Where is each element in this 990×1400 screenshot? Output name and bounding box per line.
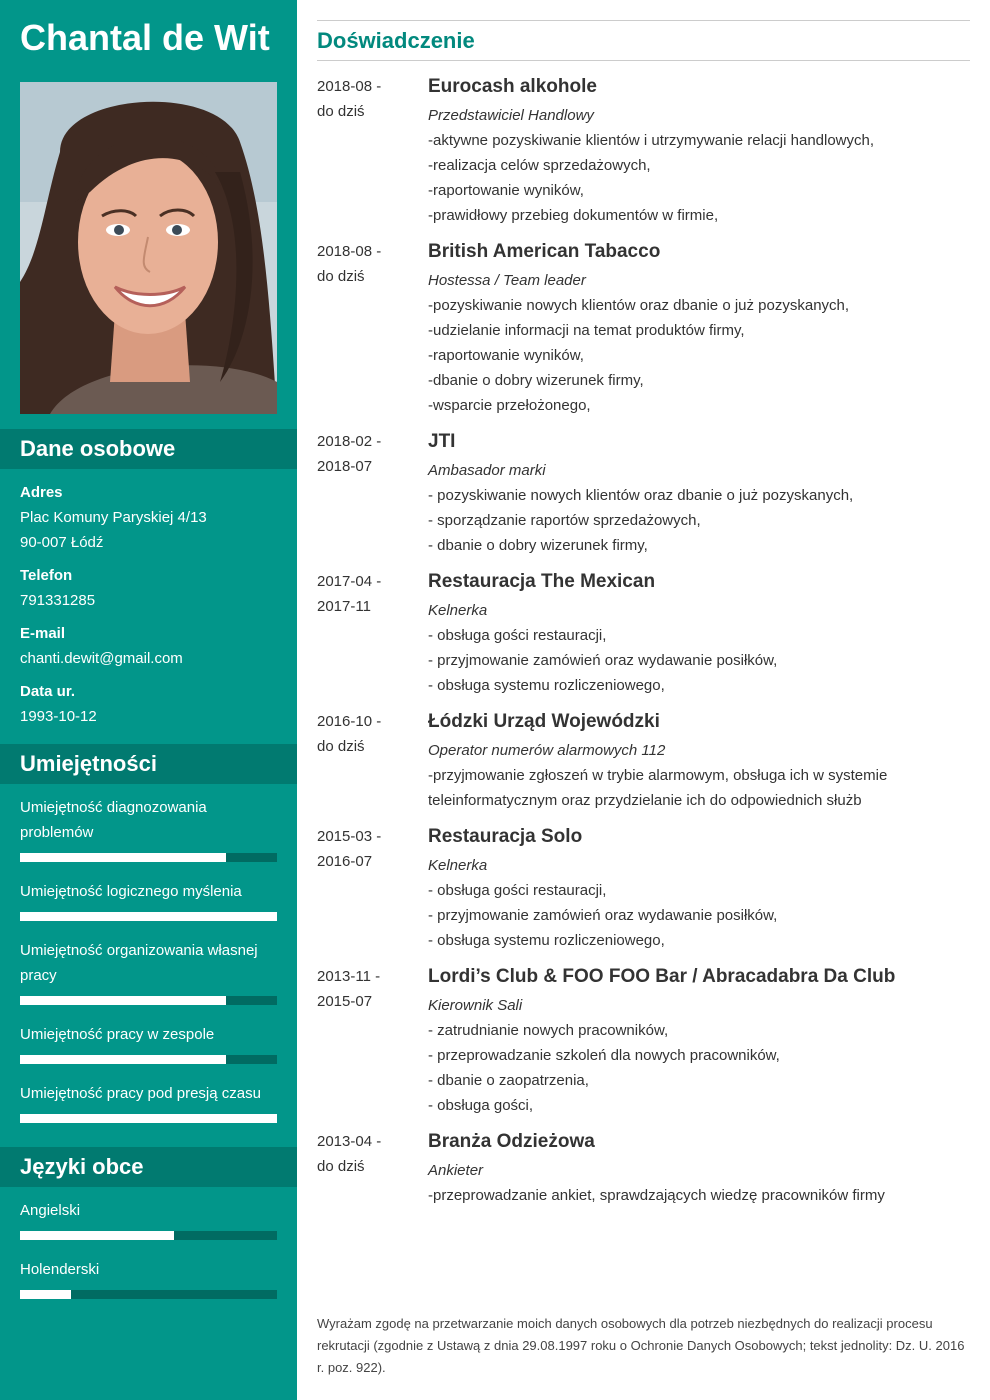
language-bar-fill bbox=[20, 1290, 71, 1299]
job-date-start: 2018-08 - bbox=[317, 78, 382, 95]
job-date-end: do dziś bbox=[317, 738, 365, 755]
skill-label: Umiejętność logicznego myślenia bbox=[20, 883, 242, 900]
job-date-start: 2017-04 - bbox=[317, 573, 382, 590]
job-duty: -raportowanie wyników, bbox=[428, 182, 584, 199]
job-duty: -dbanie o dobry wizerunek firmy, bbox=[428, 372, 644, 389]
skill-bar-fill bbox=[20, 853, 226, 862]
skill-bar-fill bbox=[20, 1114, 277, 1123]
job-duty: - sporządzanie raportów sprzedażowych, bbox=[428, 512, 701, 529]
skill-bar bbox=[20, 912, 277, 921]
job-company: Restauracja Solo bbox=[428, 826, 583, 847]
portrait-image bbox=[20, 82, 277, 414]
job-dates bbox=[317, 429, 417, 479]
skill-bar bbox=[20, 996, 277, 1005]
job-duty: - obsługa systemu rozliczeniowego, bbox=[428, 677, 665, 694]
job-date-start: 2013-11 - bbox=[317, 968, 381, 985]
job-dates bbox=[317, 1129, 417, 1179]
candidate-name: Chantal de Wit bbox=[20, 17, 270, 58]
languages-heading: Języki obce bbox=[0, 1147, 297, 1187]
language-bar-fill bbox=[20, 1231, 174, 1240]
phone-value: 791331285 bbox=[20, 592, 96, 609]
job-dates bbox=[317, 709, 417, 759]
skill-label: Umiejętność diagnozowania problemów bbox=[20, 799, 207, 841]
job-company: Eurocash alkohole bbox=[428, 76, 597, 97]
skills-heading: Umiejętności bbox=[0, 744, 297, 784]
job-date-start: 2013-04 - bbox=[317, 1133, 382, 1150]
job-duty: -raportowanie wyników, bbox=[428, 347, 584, 364]
job-date-end: 2016-07 bbox=[317, 853, 373, 870]
job-dates bbox=[317, 569, 417, 619]
birth-date-value: 1993-10-12 bbox=[20, 708, 97, 725]
job-duty: - obsługa gości restauracji, bbox=[428, 882, 607, 899]
job-date-start: 2018-02 - bbox=[317, 433, 382, 450]
job-duty: -przyjmowanie zgłoszeń w trybie alarmowym, obsługa ich w systemie bbox=[428, 767, 888, 784]
job-role: Ankieter bbox=[428, 1162, 484, 1179]
job-duty: teleinformatycznym oraz przydzielanie ich do odpowiednich służb bbox=[428, 792, 862, 809]
skill-label: Umiejętność pracy pod presją czasu bbox=[20, 1085, 261, 1102]
gdpr-consent-clause: Wyrażam zgodę na przetwarzanie moich danych osobowych dla potrzeb niezbędnych do realizacji procesu rekrutacji (zgodnie z Ustawą z dnia 29.08.1997 roku o Ochronie Danych Osobowych; tekst jednolity: Dz. U. 2016 r. poz. 922). bbox=[317, 1316, 965, 1375]
address-line-2: 90-007 Łódź bbox=[20, 534, 104, 551]
job-duty: - dbanie o zaopatrzenia, bbox=[428, 1072, 589, 1089]
job-company: British American Tabacco bbox=[428, 241, 661, 262]
experience-heading: Doświadczenie bbox=[317, 20, 970, 61]
job-dates bbox=[317, 239, 417, 289]
job-company: Branża Odzieżowa bbox=[428, 1131, 595, 1152]
main-content bbox=[317, 0, 970, 1400]
job-duty: -wsparcie przełożonego, bbox=[428, 397, 591, 414]
language-label: Holenderski bbox=[20, 1261, 100, 1278]
job-duty: - przyjmowanie zamówień oraz wydawanie posiłków, bbox=[428, 652, 778, 669]
job-role: Kierownik Sali bbox=[428, 997, 523, 1014]
skill-label: Umiejętność organizowania własnej pracy bbox=[20, 942, 258, 984]
job-duty: - obsługa gości restauracji, bbox=[428, 627, 607, 644]
skill-bar-fill bbox=[20, 912, 277, 921]
job-duty: - obsługa gości, bbox=[428, 1097, 534, 1114]
address-line-1: Plac Komuny Paryskiej 4/13 bbox=[20, 509, 207, 526]
job-dates bbox=[317, 74, 417, 124]
job-duty: -pozyskiwanie nowych klientów oraz dbanie o już pozyskanych, bbox=[428, 297, 850, 314]
job-duty: - przeprowadzanie szkoleń dla nowych pracowników, bbox=[428, 1047, 780, 1064]
job-role: Hostessa / Team leader bbox=[428, 272, 586, 289]
job-role: Przedstawiciel Handlowy bbox=[428, 107, 594, 124]
profile-photo bbox=[20, 82, 277, 414]
job-role: Ambasador marki bbox=[428, 462, 546, 479]
birth-date-label: Data ur. bbox=[20, 683, 76, 700]
job-dates bbox=[317, 824, 417, 874]
job-duty: - przyjmowanie zamówień oraz wydawanie posiłków, bbox=[428, 907, 778, 924]
job-company: Restauracja The Mexican bbox=[428, 571, 656, 592]
phone-label: Telefon bbox=[20, 567, 73, 584]
job-duty: -realizacja celów sprzedażowych, bbox=[428, 157, 651, 174]
job-duty: -przeprowadzanie ankiet, sprawdzających wiedzę pracowników firmy bbox=[428, 1187, 885, 1204]
job-duty: -udzielanie informacji na temat produktów firmy, bbox=[428, 322, 745, 339]
language-label: Angielski bbox=[20, 1202, 81, 1219]
job-date-end: do dziś bbox=[317, 1158, 365, 1175]
job-duty: - obsługa systemu rozliczeniowego, bbox=[428, 932, 665, 949]
job-date-end: 2018-07 bbox=[317, 458, 373, 475]
job-date-start: 2015-03 - bbox=[317, 828, 382, 845]
job-date-end: do dziś bbox=[317, 268, 365, 285]
job-duty: - zatrudnianie nowych pracowników, bbox=[428, 1022, 669, 1039]
language-bar bbox=[20, 1231, 277, 1240]
skill-bar-fill bbox=[20, 996, 226, 1005]
email-value: chanti.dewit@gmail.com bbox=[20, 650, 183, 667]
job-role: Kelnerka bbox=[428, 857, 488, 874]
job-duty: - pozyskiwanie nowych klientów oraz dbanie o już pozyskanych, bbox=[428, 487, 854, 504]
job-date-end: 2017-11 bbox=[317, 598, 371, 615]
skill-bar-fill bbox=[20, 1055, 226, 1064]
job-date-end: 2015-07 bbox=[317, 993, 373, 1010]
address-label: Adres bbox=[20, 484, 63, 501]
job-date-start: 2018-08 - bbox=[317, 243, 382, 260]
skill-bar bbox=[20, 1114, 277, 1123]
sidebar bbox=[0, 0, 297, 1400]
job-company: Łódzki Urząd Wojewódzki bbox=[428, 711, 660, 732]
job-role: Operator numerów alarmowych 112 bbox=[428, 742, 666, 759]
job-duty: -aktywne pozyskiwanie klientów i utrzymywanie relacji handlowych, bbox=[428, 132, 875, 149]
job-duty: - dbanie o dobry wizerunek firmy, bbox=[428, 537, 648, 554]
job-role: Kelnerka bbox=[428, 602, 488, 619]
job-date-end: do dziś bbox=[317, 103, 365, 120]
language-bar bbox=[20, 1290, 277, 1299]
personal-data-heading: Dane osobowe bbox=[0, 429, 297, 469]
email-label: E-mail bbox=[20, 625, 66, 642]
job-company: Lordi’s Club & FOO FOO Bar / Abracadabra Da Club bbox=[428, 966, 896, 987]
job-company: JTI bbox=[428, 431, 456, 452]
skill-bar bbox=[20, 853, 277, 862]
skill-label: Umiejętność pracy w zespole bbox=[20, 1026, 215, 1043]
job-dates bbox=[317, 964, 417, 1014]
skill-bar bbox=[20, 1055, 277, 1064]
job-duty: -prawidłowy przebieg dokumentów w firmie, bbox=[428, 207, 719, 224]
job-date-start: 2016-10 - bbox=[317, 713, 382, 730]
